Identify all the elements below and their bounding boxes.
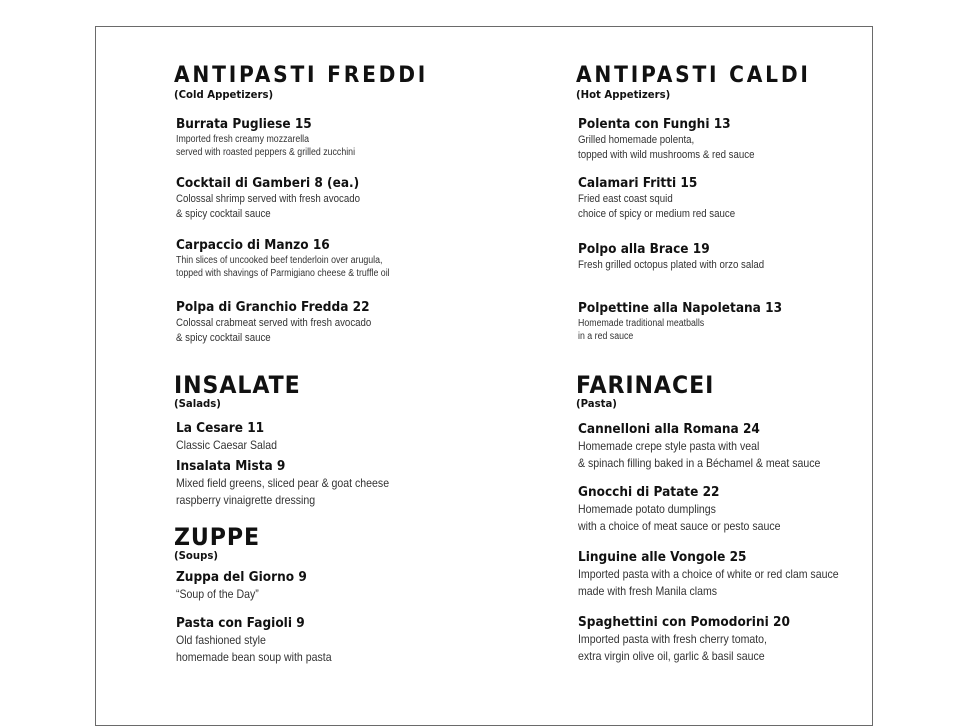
section-antipasti-freddi [174,63,504,344]
menu-item-name: La Cesare 11 [176,420,265,436]
menu-item [578,241,868,273]
section-title: ZUPPE [174,523,260,551]
menu-item-description: Fried east coast squid [578,193,673,205]
menu-item-name: Calamari Fritti 15 [578,175,698,191]
menu-item-name: Insalata Mista 9 [176,458,286,474]
menu-item-description: & spicy cocktail sauce [176,332,271,344]
menu-item-name: Cocktail di Gamberi 8 (ea.) [176,175,360,191]
section-farinacei [576,371,866,663]
menu-item-description: Mixed field greens, sliced pear & goat cheese [176,476,390,490]
menu-item-description: raspberry vinaigrette dressing [176,493,316,507]
menu-item-description: in a red sauce [578,331,634,342]
menu-item [176,175,506,222]
menu-item-description: & spinach filling baked in a Béchamel & meat sauce [578,456,821,470]
section-insalate [174,371,504,507]
menu-item-description: topped with shavings of Parmigiano cheese & truffle oil [176,268,390,279]
menu-item [176,299,506,346]
menu-item-description: & spicy cocktail sauce [176,208,271,220]
section-title: FARINACEI [576,371,715,399]
menu-item-name: Pasta con Fagioli 9 [176,615,305,631]
menu-item [176,569,506,603]
menu-item [176,458,506,509]
menu-page [95,26,873,726]
menu-item [578,484,868,535]
menu-item-name: Carpaccio di Manzo 16 [176,237,330,253]
menu-item-description: topped with wild mushrooms & red sauce [578,149,755,161]
menu-item-name: Polpettine alla Napoletana 13 [578,300,783,316]
menu-item-description: Thin slices of uncooked beef tenderloin over arugula, [176,255,383,266]
menu-item-description: Colossal crabmeat served with fresh avocado [176,317,372,329]
section-title: INSALATE [174,371,301,399]
section-subtitle: (Soups) [174,549,218,562]
section-subtitle: (Salads) [174,397,221,410]
menu-item [176,615,506,666]
menu-item-description: Homemade potato dumplings [578,502,716,516]
menu-item [578,175,868,222]
menu-item-description: Homemade crepe style pasta with veal [578,439,760,453]
menu-item-description: Colossal shrimp served with fresh avocado [176,193,361,205]
menu-item-description: Imported pasta with a choice of white or red clam sauce [578,567,839,581]
menu-item-description: served with roasted peppers & grilled zucchini [176,147,356,158]
section-subtitle: (Hot Appetizers) [576,88,671,101]
menu-item [578,614,868,665]
menu-item-name: Cannelloni alla Romana 24 [578,421,760,437]
section-title: ANTIPASTI CALDI [576,63,811,88]
section-title: ANTIPASTI FREDDI [174,63,429,88]
section-zuppe [174,523,504,664]
menu-item [578,116,868,163]
menu-item-name: Spaghettini con Pomodorini 20 [578,614,790,630]
menu-item-description: choice of spicy or medium red sauce [578,208,736,220]
menu-item-name: Zuppa del Giorno 9 [176,569,307,585]
menu-item-description: Imported fresh creamy mozzarella [176,134,310,145]
menu-item [176,116,506,159]
section-subtitle: (Cold Appetizers) [174,88,274,101]
menu-item-description: homemade bean soup with pasta [176,650,332,664]
menu-item-description: with a choice of meat sauce or pesto sauce [578,519,781,533]
menu-item [578,549,868,600]
menu-item-name: Burrata Pugliese 15 [176,116,312,132]
menu-item-description: extra virgin olive oil, garlic & basil sauce [578,649,765,663]
menu-item [578,300,868,343]
menu-item-description: Homemade traditional meatballs [578,318,705,329]
menu-item-name: Polpo alla Brace 19 [578,241,710,257]
menu-item-description: Grilled homemade polenta, [578,134,695,146]
menu-item-description: made with fresh Manila clams [578,584,718,598]
menu-item-description: “Soup of the Day” [176,587,259,601]
menu-item-description: Fresh grilled octopus plated with orzo salad [578,259,765,271]
section-subtitle: (Pasta) [576,397,617,410]
section-antipasti-caldi [576,63,866,342]
menu-item-name: Linguine alle Vongole 25 [578,549,747,565]
menu-item [176,420,506,454]
menu-item-name: Gnocchi di Patate 22 [578,484,720,500]
menu-item [578,421,868,472]
menu-item-description: Classic Caesar Salad [176,438,277,452]
menu-item-description: Imported pasta with fresh cherry tomato, [578,632,767,646]
menu-item [176,237,506,280]
menu-item-name: Polpa di Granchio Fredda 22 [176,299,370,315]
menu-item-name: Polenta con Funghi 13 [578,116,731,132]
menu-item-description: Old fashioned style [176,633,266,647]
